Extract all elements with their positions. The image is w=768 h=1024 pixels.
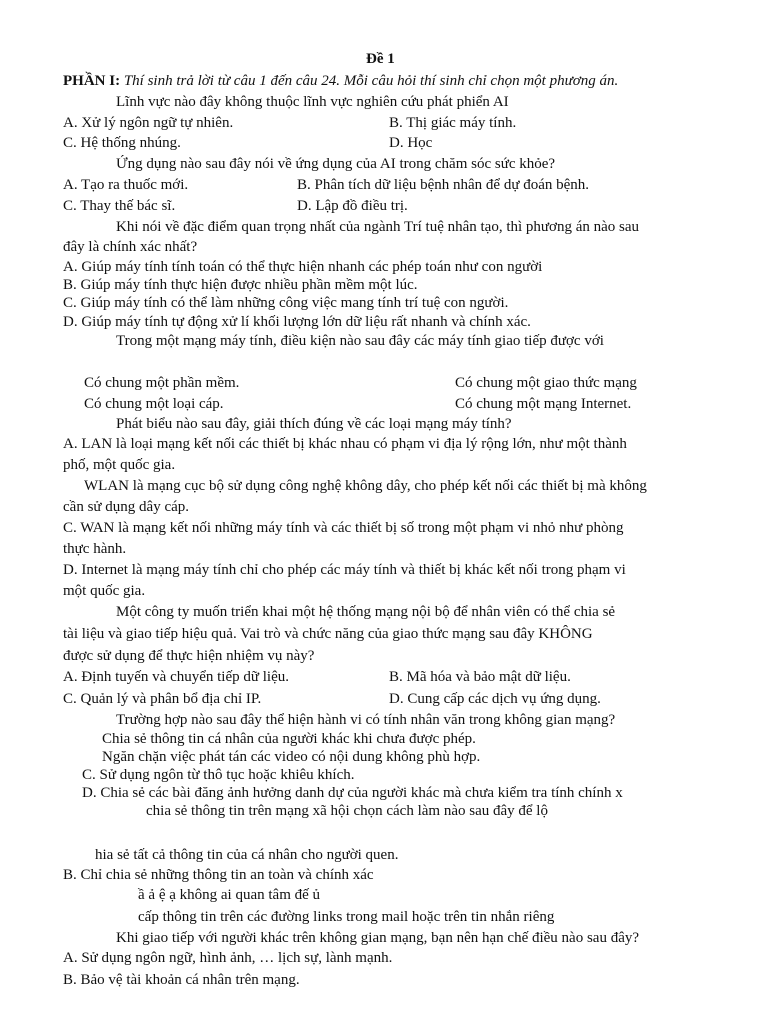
option: Chia sẻ thông tin cá nhân của người khác khi chưa được phép. [102,731,476,747]
option: C. Quản lý và phân bổ địa chỉ IP. [63,691,262,707]
option-fragment: ầ ả ệ ạ không ai quan tâm đế ủ [138,887,321,903]
exam-title: Đề 1 [366,51,395,67]
option: cấp thông tin trên các đường links trong mail hoặc trên tin nhắn riêng [138,909,555,925]
option: D. Lập đồ điều trị. [297,198,408,214]
question-6-cont: tài liệu và giao tiếp hiệu quả. Vai trò và chức năng của giao thức mạng sau đây KHÔNG [63,626,593,642]
option-cont: cần sử dụng dây cáp. [63,499,190,515]
question-2: Ứng dụng nào sau đây nói về ứng dụng của AI trong chăm sóc sức khỏe? [116,156,556,172]
option: C. Sử dụng ngôn từ thô tục hoặc khiêu khích. [82,767,355,783]
option: B. Mã hóa và bảo mật dữ liệu. [389,669,571,685]
option-cont: một quốc gia. [63,583,146,599]
option: A. Xử lý ngôn ngữ tự nhiên. [63,115,234,131]
option: A. Tạo ra thuốc mới. [63,177,189,193]
option: Có chung một loại cáp. [84,396,224,412]
question-7: Trường hợp nào sau đây thể hiện hành vi có tính nhân văn trong không gian mạng? [116,712,616,728]
option: D. Internet là mạng máy tính chỉ cho phép các máy tính và thiết bị khác kết nối trong phạm vi [63,562,626,578]
option: hia sẻ tất cả thông tin của cá nhân cho người quen. [95,847,399,863]
option: D. Cung cấp các dịch vụ ứng dụng. [389,691,601,707]
option: D. Chia sẻ các bài đăng ảnh hưởng danh dự của người khác mà chưa kiểm tra tính chính x [82,785,623,801]
option: Có chung một giao thức mạng [455,375,637,391]
option: Ngăn chặn việc phát tán các video có nội dung không phù hợp. [102,749,481,765]
question-5: Phát biểu nào sau đây, giải thích đúng về các loại mạng máy tính? [116,416,512,432]
part-instruction: Thí sinh trả lời từ câu 1 đến câu 24. Mỗi câu hỏi thí sinh chỉ chọn một phương án. [123,73,619,89]
option: Có chung một phần mềm. [84,375,240,391]
question-6: Một công ty muốn triển khai một hệ thống mạng nội bộ để nhân viên có thể chia sẻ [116,604,616,620]
part-heading [63,71,618,91]
option: B. Phân tích dữ liệu bệnh nhân để dự đoán bệnh. [297,177,590,193]
option: A. Giúp máy tính tính toán có thể thực hiện nhanh các phép toán như con người [63,259,543,275]
option: D. Giúp máy tính tự động xử lí khối lượng lớn dữ liệu rất nhanh và chính xác. [63,314,531,330]
option: Có chung một mạng Internet. [455,396,632,412]
option: B. Chỉ chia sẻ những thông tin an toàn và chính xác [63,867,374,883]
option: C. Hệ thống nhúng. [63,135,181,151]
option: A. LAN là loại mạng kết nối các thiết bị khác nhau có phạm vi địa lý rộng lớn, như một thành [63,436,627,452]
question-4: Trong một mạng máy tính, điều kiện nào sau đây các máy tính giao tiếp được với [116,333,604,349]
question-8: chia sẻ thông tin trên mạng xã hội chọn cách làm nào sau đây để lộ [146,803,548,819]
option: B. Giúp máy tính thực hiện được nhiều phần mềm một lúc. [63,277,418,293]
option: C. WAN là mạng kết nối những máy tính và các thiết bị số trong một phạm vi nhỏ như phòng [63,520,624,536]
option: B. Thị giác máy tính. [389,115,517,131]
option: WLAN là mạng cục bộ sử dụng công nghệ không dây, cho phép kết nối các thiết bị mà không [84,478,647,494]
option: A. Sử dụng ngôn ngữ, hình ảnh, … lịch sự, lành mạnh. [63,950,393,966]
option: C. Thay thế bác sĩ. [63,198,176,214]
question-3-cont: đây là chính xác nhất? [63,239,198,255]
part-label: PHẦN I: [63,73,121,89]
option: B. Bảo vệ tài khoản cá nhân trên mạng. [63,972,300,988]
option: D. Học [389,135,433,151]
question-9: Khi giao tiếp với người khác trên không gian mạng, bạn nên hạn chế điều nào sau đây? [116,930,640,946]
option-cont: phố, một quốc gia. [63,457,176,473]
option: A. Định tuyến và chuyển tiếp dữ liệu. [63,669,289,685]
question-6-cont: được sử dụng để thực hiện nhiệm vụ này? [63,648,315,664]
question-3: Khi nói về đặc điểm quan trọng nhất của ngành Trí tuệ nhân tạo, thì phương án nào sau [116,219,640,235]
question-1: Lĩnh vực nào đây không thuộc lĩnh vực nghiên cứu phát phiển AI [116,94,509,110]
option-cont: thực hành. [63,541,127,557]
option: C. Giúp máy tính có thể làm những công việc mang tính trí tuệ con người. [63,295,509,311]
